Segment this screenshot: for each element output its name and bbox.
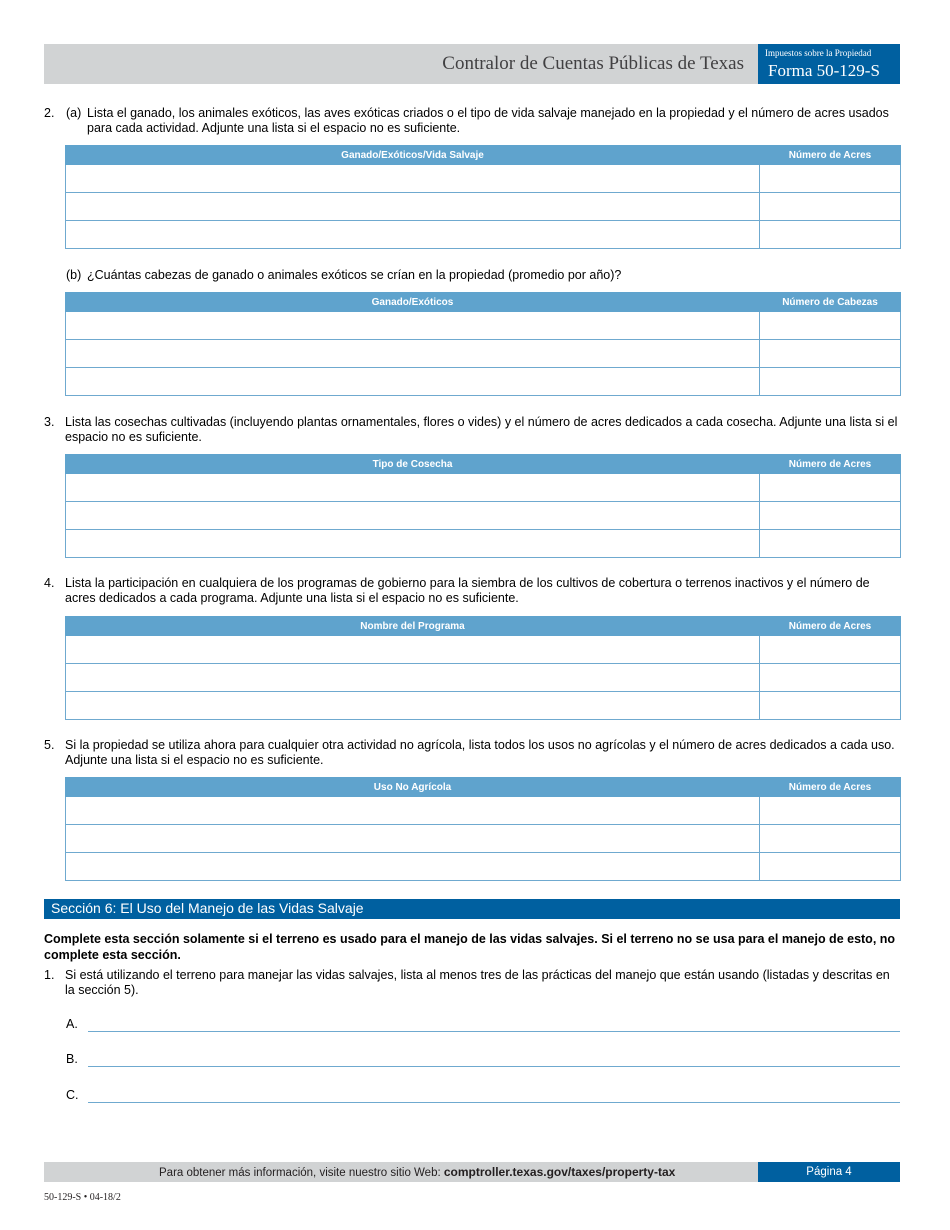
section-6-question-1 [44, 968, 900, 1000]
table-cell-input[interactable] [66, 340, 760, 368]
header-bar [44, 44, 758, 84]
line-label: B. [66, 1052, 78, 1066]
table-cell-input[interactable] [760, 474, 901, 502]
table-cell-input[interactable] [66, 165, 760, 193]
table-row [66, 664, 901, 692]
table-cell-input[interactable] [760, 193, 901, 221]
table-cell-input[interactable] [66, 692, 760, 720]
question-text: Si la propiedad se utiliza ahora para cualquier otra actividad no agrícola, lista todos los usos no agrícolas y el número de acres dedicados a cada uso. Adjunte una lista si el espacio no es suficiente. [65, 738, 895, 767]
question-text: Lista la participación en cualquiera de los programas de gobierno para la siembra de los cultivos de cobertura o terrenos inactivos y el número de acres dedicados a cada programa. Adjunte una lista si el espacio no es suficiente. [65, 576, 870, 605]
table-row [66, 474, 901, 502]
table-cell-input[interactable] [760, 853, 901, 881]
table-cell-input[interactable] [66, 502, 760, 530]
section-6-instruction: Complete esta sección solamente si el terreno es usado para el manejo de las vidas salvajes. Si el terreno no se usa para el manejo de esto, no complete esta sección. [44, 932, 896, 962]
table-row [66, 502, 901, 530]
table-cell-input[interactable] [66, 530, 760, 558]
line-label: A. [66, 1017, 78, 1031]
table-cell-input[interactable] [760, 530, 901, 558]
table-row [66, 312, 901, 340]
column-header: Tipo de Cosecha [66, 455, 760, 474]
question-sub-label: (a) [66, 106, 82, 120]
table-cell-input[interactable] [66, 474, 760, 502]
question-2a [44, 106, 900, 138]
livestock-heads-table [65, 292, 901, 396]
table-cell-input[interactable] [760, 340, 901, 368]
table-row [66, 368, 901, 396]
table-cell-input[interactable] [760, 664, 901, 692]
footer-url-link[interactable]: comptroller.texas.gov/taxes/property-tax [443, 1165, 676, 1179]
table-cell-input[interactable] [760, 692, 901, 720]
table-row [66, 221, 901, 249]
question-5 [44, 738, 900, 770]
table-cell-input[interactable] [66, 797, 760, 825]
column-header: Número de Cabezas [760, 293, 901, 312]
table-row [66, 692, 901, 720]
footer-info [159, 1165, 675, 1179]
table-cell-input[interactable] [760, 221, 901, 249]
table-header-row [66, 293, 901, 312]
table-row [66, 825, 901, 853]
table-header-row [66, 146, 901, 165]
section-6-heading [44, 899, 900, 919]
question-4 [44, 576, 900, 608]
column-header: Número de Acres [760, 146, 901, 165]
answer-line-input[interactable] [88, 1031, 900, 1032]
question-number: 3. [44, 415, 55, 429]
table-row [66, 340, 901, 368]
question-text: Si está utilizando el terreno para manejar las vidas salvajes, lista al menos tres de las prácticas del manejo que están usando (listadas y descritas en la sección 5). [65, 968, 890, 997]
table-header-row [66, 778, 901, 797]
column-header: Número de Acres [760, 778, 901, 797]
table-row [66, 853, 901, 881]
column-header: Nombre del Programa [66, 617, 760, 636]
question-text: Lista las cosechas cultivadas (incluyendo plantas ornamentales, flores o vides) y el número de acres dedicados a cada cosecha. Adjunte una lista si el espacio no es suficiente. [65, 415, 898, 444]
livestock-acres-table [65, 145, 901, 249]
page-number: Página 4 [758, 1162, 900, 1182]
table-cell-input[interactable] [760, 636, 901, 664]
form-id: 50-129-S • 04-18/2 [44, 1192, 121, 1203]
table-cell-input[interactable] [66, 853, 760, 881]
table-cell-input[interactable] [760, 165, 901, 193]
table-header-row [66, 455, 901, 474]
question-sub-label: (b) [66, 268, 82, 282]
question-number: 2. [44, 106, 55, 120]
footer-info-text: Para obtener más información, visite nuestro sitio Web: [159, 1167, 444, 1179]
table-cell-input[interactable] [66, 312, 760, 340]
column-header: Ganado/Exóticos [66, 293, 760, 312]
table-cell-input[interactable] [760, 368, 901, 396]
column-header: Número de Acres [760, 455, 901, 474]
table-row [66, 165, 901, 193]
line-label: C. [66, 1088, 79, 1102]
question-text: Lista el ganado, los animales exóticos, las aves exóticas criados o el tipo de vida salvaje manejado en la propiedad y el número de acres usados para cada actividad. Adjunte una lista si el espacio no es suficiente. [87, 106, 889, 135]
table-cell-input[interactable] [760, 312, 901, 340]
table-header-row [66, 617, 901, 636]
question-text: ¿Cuántas cabezas de ganado o animales exóticos se crían en la propiedad (promedio por año)? [87, 268, 622, 282]
form-name: Forma 50-129-S [768, 61, 880, 80]
answer-line-input[interactable] [88, 1066, 900, 1067]
form-badge [758, 44, 900, 84]
section-title: Sección 6: El Uso del Manejo de las Vidas Salvaje [51, 900, 364, 916]
table-row [66, 797, 901, 825]
crops-table [65, 454, 901, 558]
column-header: Uso No Agrícola [66, 778, 760, 797]
question-number: 4. [44, 576, 55, 590]
table-cell-input[interactable] [760, 825, 901, 853]
table-row [66, 636, 901, 664]
table-row [66, 530, 901, 558]
question-2b [44, 268, 900, 284]
table-cell-input[interactable] [66, 664, 760, 692]
question-number: 1. [44, 968, 55, 982]
table-cell-input[interactable] [66, 636, 760, 664]
table-cell-input[interactable] [66, 221, 760, 249]
table-cell-input[interactable] [66, 368, 760, 396]
table-row [66, 193, 901, 221]
footer-bar [44, 1162, 758, 1182]
non-agricultural-use-table [65, 777, 901, 881]
table-cell-input[interactable] [760, 502, 901, 530]
question-number: 5. [44, 738, 55, 752]
table-cell-input[interactable] [66, 825, 760, 853]
question-3 [44, 415, 900, 447]
column-header: Número de Acres [760, 617, 901, 636]
table-cell-input[interactable] [760, 797, 901, 825]
page-title: Contralor de Cuentas Públicas de Texas [442, 53, 744, 74]
column-header: Ganado/Exóticos/Vida Salvaje [66, 146, 760, 165]
table-cell-input[interactable] [66, 193, 760, 221]
answer-line-input[interactable] [88, 1102, 900, 1103]
programs-table [65, 616, 901, 720]
badge-subtitle: Impuestos sobre la Propiedad [765, 48, 872, 58]
